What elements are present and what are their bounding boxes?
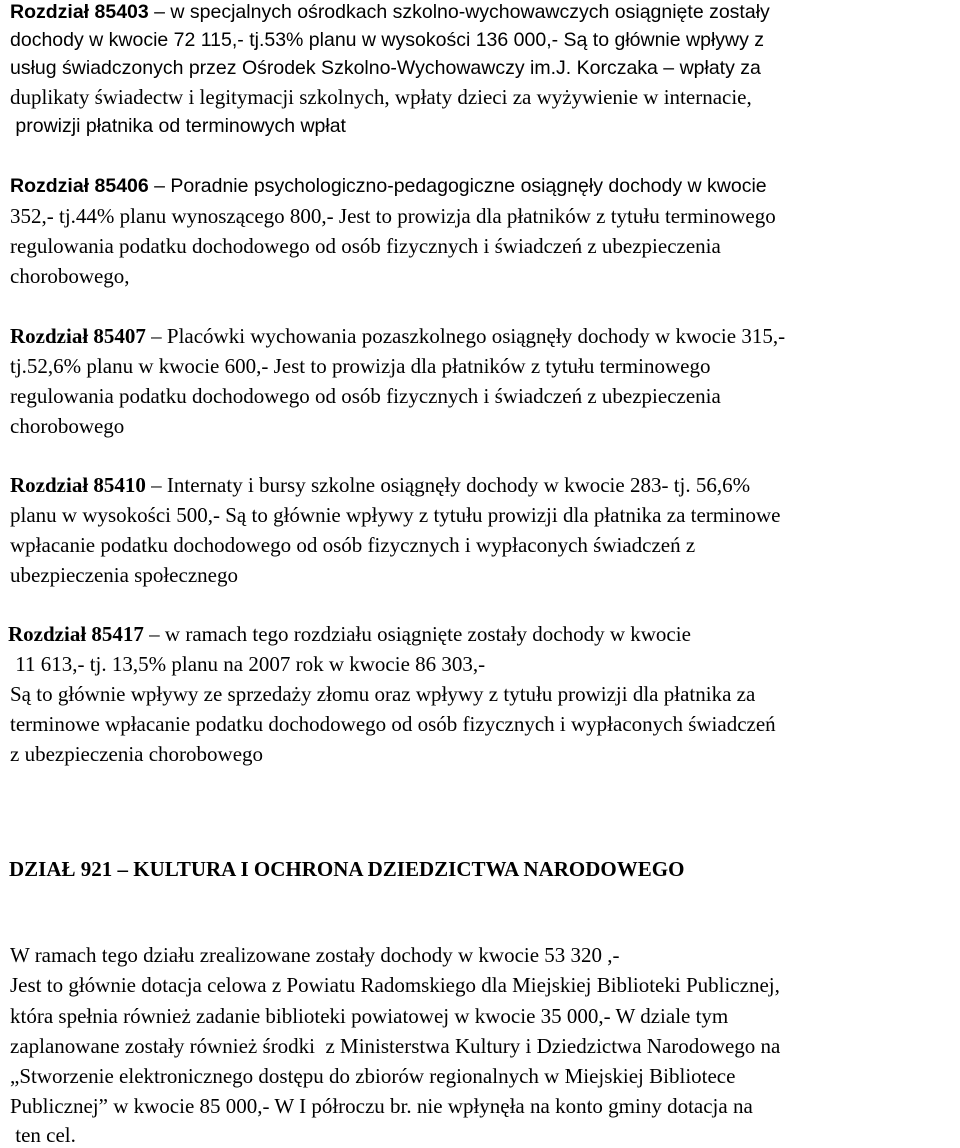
paragraph-line [10,712,776,737]
line-text: wpłacanie podatku dochodowego od osób fizycznych i wypłaconych świadczeń z [10,533,696,557]
chapter-number: Rozdział 85407 [10,324,146,348]
line-text: – w ramach tego rozdziału osiągnięte zostały dochody w kwocie [143,622,691,646]
paragraph-line [10,0,770,25]
line-text: duplikaty świadectw i legitymacji szkolnych, wpłaty dzieci za wyżywienie w internacie, [10,85,752,109]
line-text: 11 613,- tj. 13,5% planu na 2007 rok w kwocie 86 303,- [10,652,486,676]
paragraph-line: ten cel. [10,1123,76,1147]
line-text: tj.52,6% planu w kwocie 600,- Jest to prowizja dla płatników z tytułu terminowego [10,354,711,378]
chapter-number: Rozdział 85417 [8,622,144,646]
line-text: planu w wysokości 500,- Są to głównie wpływy z tytułu prowizji dla płatnika za terminowe [10,503,781,527]
paragraph-line [10,264,130,289]
paragraph-line [10,533,695,558]
line-text: z ubezpieczenia chorobowego [10,742,264,766]
line-text: – Internaty i bursy szkolne osiągnęły dochody w kwocie 283- tj. 56,6% [145,473,751,497]
paragraph-line: która spełnia również zadanie biblioteki powiatowej w kwocie 35 000,- W dziale tym [10,1004,729,1028]
line-text: ubezpieczenia społecznego [10,563,238,587]
paragraph-line: zaplanowane zostały również środki z Ministerstwa Kultury i Dziedzictwa Narodowego na [10,1034,781,1058]
line-text: 352,- tj.44% planu wynoszącego 800,- Jest to prowizja dla płatników z tytułu terminowego [10,204,776,228]
paragraph-line: „Stworzenie elektronicznego dostępu do zbiorów regionalnych w Miejskiej Bibliotece [10,1064,736,1088]
paragraph-line [10,503,780,528]
paragraph-line [10,652,485,677]
chapter-number: Rozdział 85410 [10,473,146,497]
paragraph-line [10,473,750,498]
paragraph-line [10,354,710,379]
line-text: prowizji płatnika od terminowych wpłat [10,115,346,137]
line-text: chorobowego, [10,264,130,288]
chapter-number: Rozdział 85406 [10,175,149,197]
line-text: Są to głównie wpływy ze sprzedaży złomu oraz wpływy z tytułu prowizji dla płatnika za [10,682,756,706]
paragraph-line [8,622,691,647]
line-text: regulowania podatku dochodowego od osób fizycznych i świadczeń z ubezpieczenia [10,384,721,408]
chapter-number: Rozdział 85403 [10,1,149,23]
line-text: regulowania podatku dochodowego od osób fizycznych i świadczeń z ubezpieczenia [10,234,721,258]
line-text: – w specjalnych ośrodkach szkolno-wychowawczych osiągnięte zostały [148,1,770,23]
paragraph-line: W ramach tego działu zrealizowane zostały dochody w kwocie 53 320 ,- [10,943,620,967]
line-text: – Placówki wychowania pozaszkolnego osiągnęły dochody w kwocie 315,- [145,324,786,348]
line-text: chorobowego [10,414,125,438]
line-text: dochody w kwocie 72 115,- tj.53% planu w wysokości 136 000,- Są to głównie wpływy z [10,29,765,51]
paragraph-line [10,204,776,229]
paragraph-line [10,742,263,767]
paragraph-line: Jest to głównie dotacja celowa z Powiatu Radomskiego dla Miejskiej Biblioteki Publicznej, [10,973,780,997]
paragraph-line [10,414,124,439]
section-heading: DZIAŁ 921 – KULTURA I OCHRONA DZIEDZICTWA NARODOWEGO [9,857,685,881]
paragraph-line [10,324,785,349]
paragraph-line: Publicznej” w kwocie 85 000,- W I półroczu br. nie wpłynęła na konto gminy dotacja na [10,1094,753,1118]
paragraph-line [10,85,752,110]
paragraph-line [10,563,238,588]
paragraph-line [10,174,767,199]
paragraph-line [10,384,721,409]
line-text: terminowe wpłacanie podatku dochodowego od osób fizycznych i wypłaconych świadczeń [10,712,776,736]
paragraph-line [10,28,764,53]
paragraph-line [10,234,721,259]
line-text: – Poradnie psychologiczno-pedagogiczne osiągnęły dochody w kwocie [148,175,767,197]
paragraph-line [10,114,346,139]
paragraph-line [10,56,761,81]
paragraph-line [10,682,755,707]
line-text: usług świadczonych przez Ośrodek Szkolno-Wychowawczy im.J. Korczaka – wpłaty za [10,57,761,79]
